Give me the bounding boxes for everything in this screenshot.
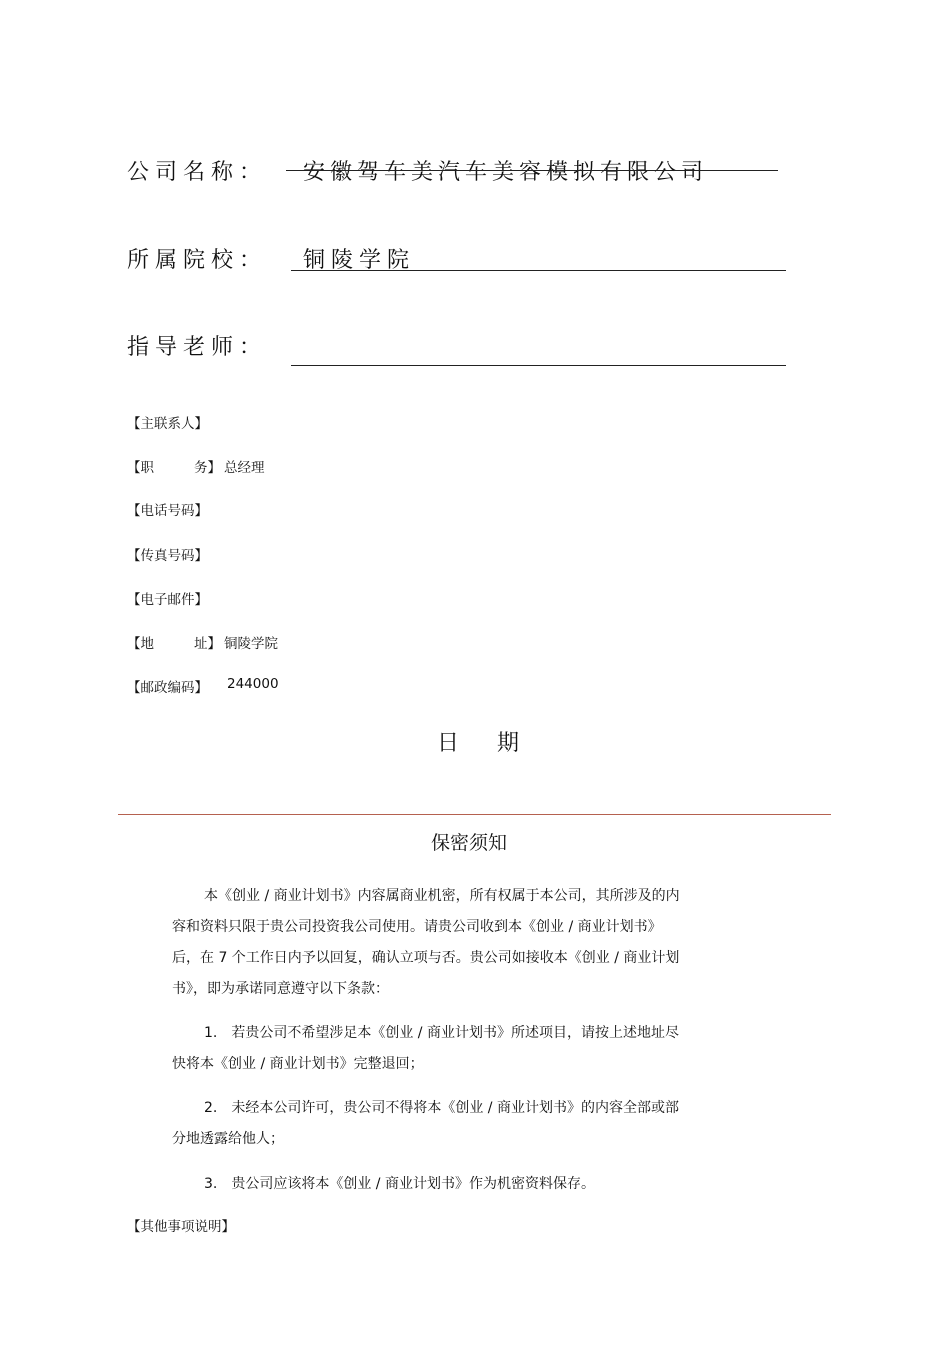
address-label-right: 址】	[194, 636, 221, 652]
item-1-line-1: 1. 若贵公司不希望涉足本《创业 / 商业计划书》所述项目，请按上述地址尽	[204, 1025, 679, 1041]
phone-label: 【电话号码】	[127, 503, 208, 519]
email-label: 【电子邮件】	[127, 592, 208, 608]
intro-line-3: 后，在 7 个工作日内予以回复，确认立项与否。贵公司如接收本《创业 / 商业计划	[172, 950, 680, 966]
advisor-underline	[291, 365, 786, 366]
item-3-line-1: 3. 贵公司应该将本《创业 / 商业计划书》作为机密资料保存。	[204, 1176, 595, 1192]
position-value: 总经理	[224, 460, 265, 476]
confidential-title: 保密须知	[431, 832, 508, 854]
address-value: 铜陵学院	[224, 636, 278, 652]
intro-line-1: 本《创业 / 商业计划书》内容属商业机密，所有权属于本公司，其所涉及的内	[204, 888, 680, 904]
postcode-label: 【邮政编码】	[127, 680, 208, 696]
position-label-left: 【职	[127, 460, 154, 476]
date-heading: 日 期	[437, 731, 528, 756]
school-underline	[291, 270, 786, 271]
company-name-value: 安徽驾车美汽车美容模拟有限公司	[303, 160, 709, 185]
section-divider	[118, 814, 831, 815]
position-label-right: 务】	[194, 460, 221, 476]
school-label: 所属院校：	[127, 248, 268, 273]
other-notes-label: 【其他事项说明】	[127, 1219, 235, 1235]
advisor-label: 指导老师：	[127, 335, 268, 360]
intro-line-4: 书》，即为承诺同意遵守以下条款：	[172, 981, 389, 997]
school-value: 铜陵学院	[303, 248, 416, 273]
postcode-value: 244000	[227, 676, 279, 692]
item-2-line-1: 2. 未经本公司许可，贵公司不得将本《创业 / 商业计划书》的内容全部或部	[204, 1100, 679, 1116]
main-contact-label: 【主联系人】	[127, 416, 208, 432]
address-label-left: 【地	[127, 636, 154, 652]
intro-line-2: 容和资料只限于贵公司投资我公司使用。请贵公司收到本《创业 / 商业计划书》	[172, 919, 662, 935]
item-1-line-2: 快将本《创业 / 商业计划书》完整退回；	[172, 1056, 424, 1072]
company-name-label: 公司名称：	[127, 160, 268, 185]
item-2-line-2: 分地透露给他人；	[172, 1131, 284, 1147]
fax-label: 【传真号码】	[127, 548, 208, 564]
company-name-strike-line	[286, 170, 778, 171]
